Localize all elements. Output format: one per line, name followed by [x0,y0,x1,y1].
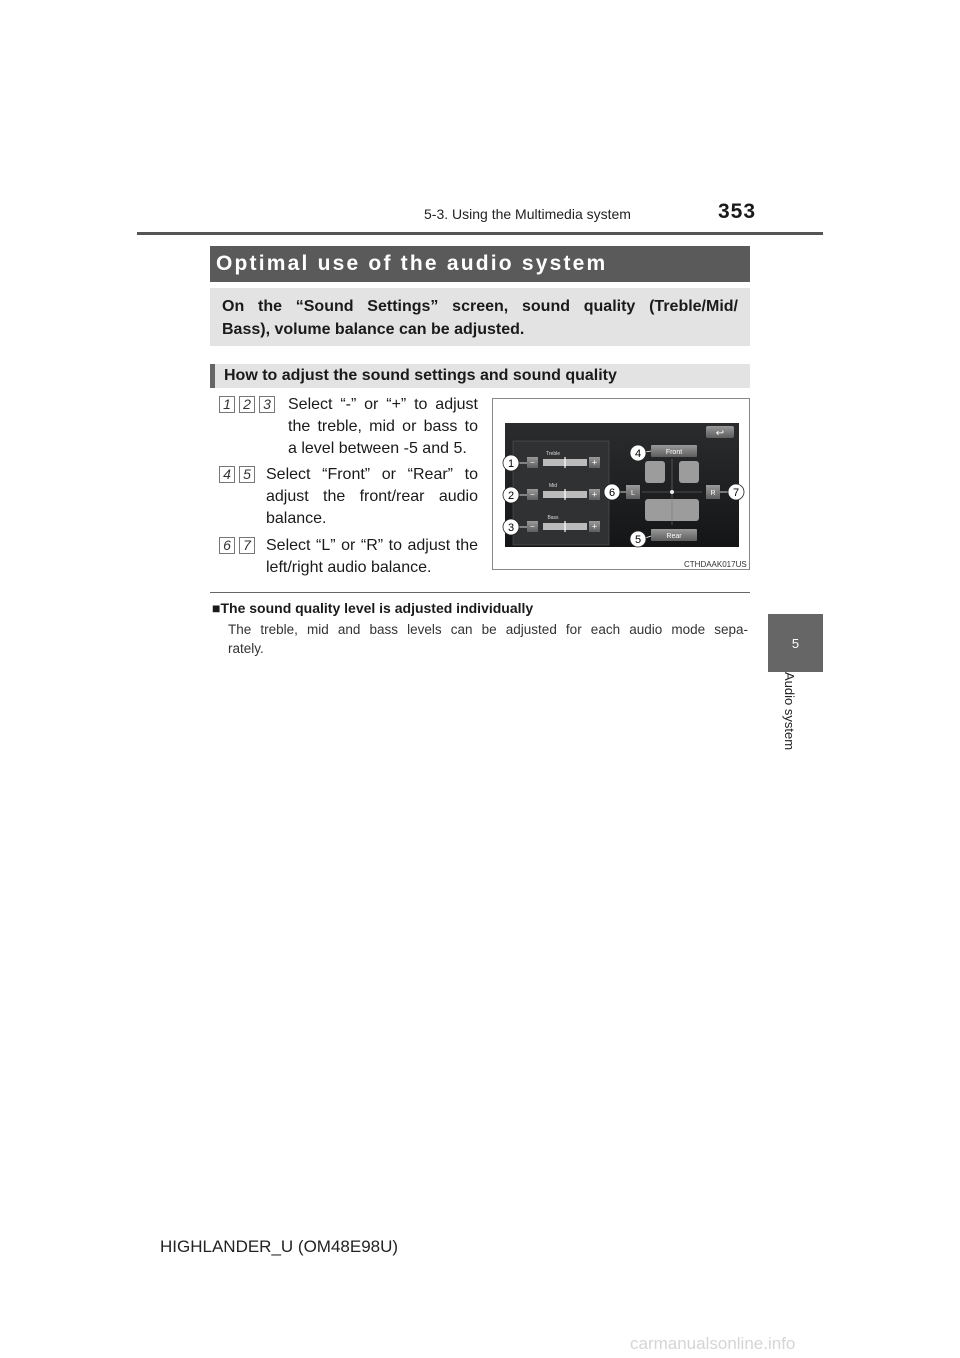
step-line: a level between -5 and 5. [288,440,467,457]
step-3-text [266,535,478,579]
header-rule [137,232,823,235]
step-number-box: 6 [219,537,235,554]
section-divider [210,592,750,593]
note-line: rately. [228,641,264,656]
step-number-box: 1 [219,396,235,413]
screen-illustration-frame [492,398,750,570]
mid-minus-label: − [530,490,535,499]
chapter-number: 5 [791,635,800,651]
step-number-box: 5 [239,466,255,483]
callout-number: 4 [634,448,642,460]
intro-line-2: Bass), volume balance can be adjusted. [222,321,525,338]
back-arrow-icon: ↩ [715,428,725,439]
rear-button-label: Rear [666,533,682,540]
intro-box [210,288,750,346]
seat-layout-diagram [642,459,702,525]
step-line: Select “L” or “R” to adjust the [266,537,478,554]
left-button-label: L [631,490,635,497]
callout-number: 3 [507,522,515,534]
step-line: Select “Front” or “Rear” to [266,466,478,483]
callout-number: 5 [634,534,642,546]
chapter-tab [768,614,823,672]
callout-number: 1 [507,458,515,470]
bass-minus-label: − [530,522,535,531]
step-line: adjust the front/rear audio [266,488,478,505]
step-2-text [266,464,478,530]
note-body [228,620,748,658]
step-line: balance. [266,510,327,527]
step-line: Select “-” or “+” to adjust [288,396,478,413]
bass-label: Bass [547,515,559,521]
chapter-label-container [782,672,802,772]
treble-minus-label: − [530,458,535,467]
intro-line-1: On the “Sound Settings” screen, sound quality (Treble/Mid/ [222,298,738,315]
sound-settings-screen [493,399,749,569]
page-title: Optimal use of the audio system [216,252,608,275]
step-3-numbers [219,537,255,554]
step-1-text [288,394,478,460]
title-bar [210,246,750,282]
front-button-label: Front [665,449,683,456]
bass-plus-label: + [591,521,598,532]
step-line: left/right audio balance. [266,559,432,576]
step-2-numbers [219,466,255,483]
step-number-box: 3 [259,396,275,413]
subheading: How to adjust the sound settings and sound quality [210,364,750,388]
callout-number: 6 [608,487,616,499]
step-number-box: 2 [239,396,255,413]
note-line: The treble, mid and bass levels can be adjusted for each audio mode sepa- [228,622,748,637]
page-number: 353 [718,200,757,223]
illustration-caption: CTHDAAK017US [684,560,747,569]
callout-number: 7 [732,487,740,499]
footer-model-code: HIGHLANDER_U (OM48E98U) [160,1237,399,1256]
treble-label: Treble [546,451,560,457]
chapter-label: Audio system [782,672,797,751]
section-title: 5-3. Using the Multimedia system [424,206,631,222]
right-button-label: R [710,490,716,497]
mid-label: Mid [548,483,558,489]
note-marker: ■ [212,600,221,616]
step-number-box: 4 [219,466,235,483]
step-number-box: 7 [239,537,255,554]
step-1-numbers [219,396,275,413]
watermark: carmanualsonline.info [630,1334,796,1353]
mid-plus-label: + [591,489,598,500]
note-heading-text: The sound quality level is adjusted individually [220,600,534,616]
callout-number: 2 [507,490,515,502]
note-heading [212,600,533,616]
treble-plus-label: + [591,457,598,468]
step-line: the treble, mid or bass to [288,418,478,435]
